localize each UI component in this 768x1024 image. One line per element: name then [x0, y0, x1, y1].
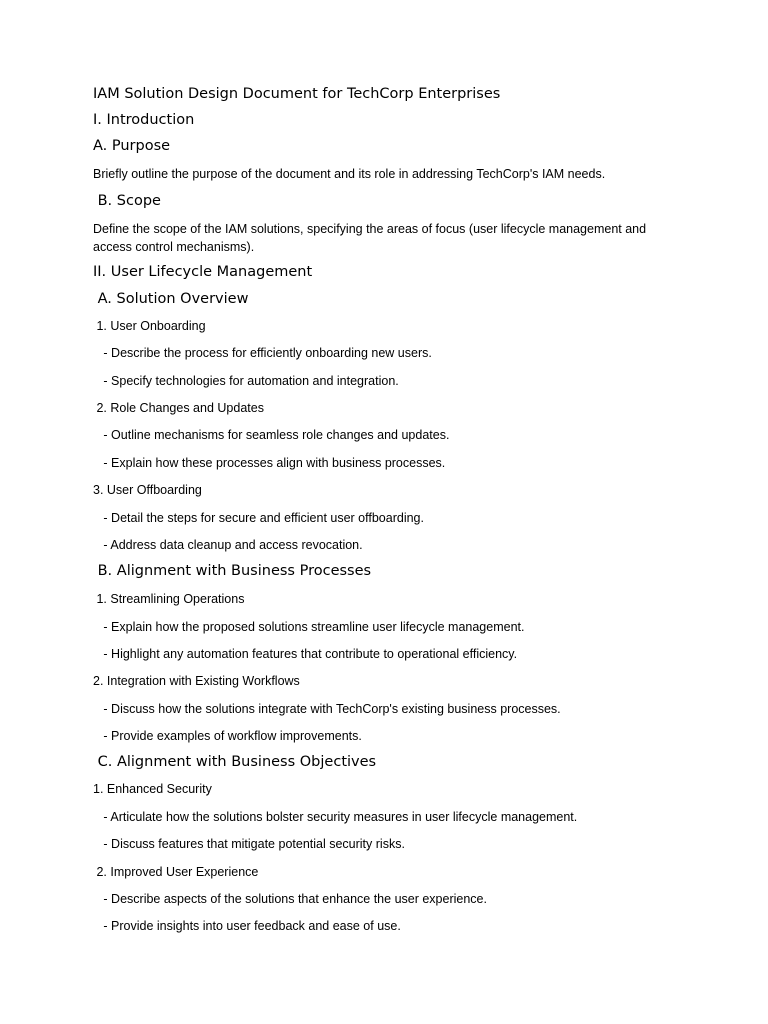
bullet-integration-discuss: - Discuss how the solutions integrate with TechCorp's existing business processes. [93, 702, 561, 716]
bullet-onboarding-technologies: - Specify technologies for automation and integration. [93, 374, 399, 388]
bullet-security-articulate: - Articulate how the solutions bolster security measures in user lifecycle management. [93, 810, 578, 824]
heading-solution-overview: A. Solution Overview [93, 291, 249, 307]
item-streamlining-operations: 1. Streamlining Operations [93, 592, 245, 606]
item-role-changes: 2. Role Changes and Updates [93, 401, 264, 415]
item-enhanced-security: 1. Enhanced Security [93, 782, 212, 796]
bullet-automation-features: - Highlight any automation features that contribute to operational efficiency. [93, 647, 518, 661]
bullet-offboarding-cleanup: - Address data cleanup and access revocation. [93, 538, 363, 552]
bullet-role-mechanisms: - Outline mechanisms for seamless role changes and updates. [93, 428, 450, 442]
bullet-onboarding-process: - Describe the process for efficiently onboarding new users. [93, 346, 432, 360]
heading-alignment-business-processes: B. Alignment with Business Processes [93, 563, 372, 579]
bullet-offboarding-steps: - Detail the steps for secure and efficient user offboarding. [93, 511, 424, 525]
paragraph-scope: Define the scope of the IAM solutions, specifying the areas of focus (user lifecycle management and access control mechanisms). [93, 222, 647, 254]
item-integration-workflows: 2. Integration with Existing Workflows [93, 674, 300, 688]
paragraph-purpose: Briefly outline the purpose of the document and its role in addressing TechCorp's IAM needs. [93, 167, 606, 181]
bullet-workflow-examples: - Provide examples of workflow improvements. [93, 729, 362, 743]
heading-introduction: I. Introduction [93, 112, 195, 128]
heading-alignment-business-objectives: C. Alignment with Business Objectives [93, 754, 377, 770]
document-title: IAM Solution Design Document for TechCorp Enterprises [93, 86, 501, 102]
bullet-ux-aspects: - Describe aspects of the solutions that enhance the user experience. [93, 892, 487, 906]
item-improved-user-experience: 2. Improved User Experience [93, 865, 259, 879]
heading-user-lifecycle-management: II. User Lifecycle Management [93, 264, 313, 280]
bullet-role-alignment: - Explain how these processes align with business processes. [93, 456, 446, 470]
heading-scope: B. Scope [93, 193, 161, 209]
bullet-streamline-explain: - Explain how the proposed solutions streamline user lifecycle management. [93, 620, 525, 634]
item-user-onboarding: 1. User Onboarding [93, 319, 206, 333]
heading-purpose: A. Purpose [93, 138, 171, 154]
bullet-ux-insights: - Provide insights into user feedback and ease of use. [93, 919, 401, 933]
bullet-security-features: - Discuss features that mitigate potential security risks. [93, 837, 405, 851]
item-user-offboarding: 3. User Offboarding [93, 483, 202, 497]
